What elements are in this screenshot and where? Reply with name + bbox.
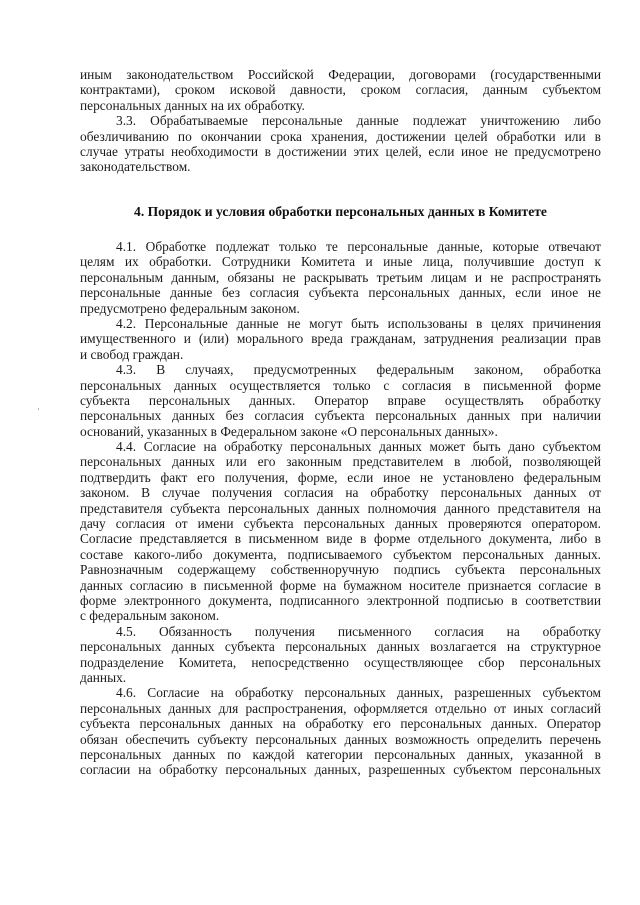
text-line: Равнозначным содержащему собственноручную подпись субъекта персональных bbox=[80, 562, 601, 578]
text-line: оснований, указанных в Федеральном законе «О персональных данных». bbox=[80, 423, 498, 439]
text-line: контрактами), сроком исковой давности, сроком согласия, данным субъектом bbox=[80, 82, 601, 98]
paragraph-4-3-line: 4.3. В случаях, предусмотренных федеральным законом, обработка bbox=[116, 362, 601, 378]
text-line: законом. В случае получения согласия на обработку персональных данных от bbox=[80, 485, 601, 501]
text-line: иным законодательством Российской Федерации, договорами (государственными bbox=[80, 67, 601, 82]
text-line: имущественного и (или) морального вреда гражданам, затруднения реализации прав bbox=[80, 331, 601, 347]
text-line: персональных данных на их обработку. bbox=[80, 97, 305, 113]
text-line: обезличиванию по окончании срока хранения, достижении целей обработки или в bbox=[80, 128, 601, 144]
text-line: субъекта персональных данных на обработку его персональных данных. Оператор bbox=[80, 716, 601, 732]
text-line: Согласие представляется в письменном виде в форме отдельного документа, либо в bbox=[80, 531, 601, 547]
paragraph-4-2-line: 4.2. Персональные данные не могут быть использованы в целях причинения bbox=[116, 315, 601, 331]
text-line: данных. bbox=[80, 669, 127, 685]
text-line: форме электронного документа, подписанного электронной подписью в соответствии bbox=[80, 592, 601, 608]
paragraph-4-1-line: 4.1. Обработке подлежат только те персональные данные, которые отвечают bbox=[116, 239, 601, 254]
text-line: представителя субъекта персональных данных полномочия данного представителя на bbox=[80, 500, 601, 516]
text-line: целям их обработки. Сотрудники Комитета и иные лица, получившие доступ к bbox=[80, 254, 601, 270]
text-line: случае утраты необходимости в достижении этих целей, если иное не предусмотрено bbox=[80, 143, 601, 159]
text-line: составе какого-либо документа, подписываемого субъектом персональных данных. bbox=[80, 546, 601, 562]
paragraph-4-6-line: 4.6. Согласие на обработку персональных данных, разрешенных субъектом bbox=[116, 685, 601, 701]
text-line: предусмотрено федеральным законом. bbox=[80, 300, 300, 316]
text-line: и свобод граждан. bbox=[80, 346, 184, 362]
text-line: обязан обеспечить субъекту персональных данных возможность определить перечень bbox=[80, 731, 601, 747]
text-line: персональных данных по каждой категории персональных данных, указанной в bbox=[80, 746, 601, 762]
paragraph-4-4-line: 4.4. Согласие на обработку персональных данных может быть дано субъектом bbox=[116, 439, 601, 455]
text-line: подразделение Комитета, непосредственно осуществляющее сбор персональных bbox=[80, 654, 601, 670]
scan-speck bbox=[38, 408, 39, 410]
continuation-paragraph bbox=[80, 67, 601, 175]
text-line: персональные данные без согласия субъекта персональных данных, если иное не bbox=[80, 285, 601, 301]
text-line: подтвердить факт его получения, форме, если иное не установлено федеральным bbox=[80, 469, 601, 485]
text-line: с федеральным законом. bbox=[80, 608, 220, 624]
text-line: персональных данных субъекта персональных данных возлагается на структурное bbox=[80, 639, 601, 655]
text-line: персональных данных осуществляется только с согласия в письменной форме bbox=[80, 377, 601, 393]
text-line: персональных данных для распространения, оформляется отдельно от иных согласий bbox=[80, 700, 601, 716]
text-line: дачу согласия от имени субъекта персональных данных проверяются оператором. bbox=[80, 516, 601, 532]
text-line: законодательством. bbox=[80, 159, 191, 175]
text-line: субъекта персональных данных. Оператор вправе осуществлять обработку bbox=[80, 392, 601, 408]
paragraph-3-3-line: 3.3. Обрабатываемые персональные данные подлежат уничтожению либо bbox=[116, 113, 601, 129]
text-line: данных согласию в письменной форме на бумажном носителе признается согласие в bbox=[80, 577, 601, 593]
text-line: согласии на обработку персональных данных, разрешенных субъектом персональных bbox=[80, 762, 601, 778]
text-line: персональных данных без согласия субъекта персональных данных при наличии bbox=[80, 408, 601, 424]
paragraph-4-5-line: 4.5. Обязанность получения письменного согласия на обработку bbox=[116, 623, 601, 639]
section-4-heading: 4. Порядок и условия обработки персональных данных в Комитете bbox=[134, 204, 547, 219]
section-4-body bbox=[80, 239, 601, 778]
text-line: персональных данных или его законным представителем в любой, позволяющей bbox=[80, 454, 601, 470]
text-line: персональным данным, обязаны не раскрывать третьим лицам и не распространять bbox=[80, 269, 601, 285]
